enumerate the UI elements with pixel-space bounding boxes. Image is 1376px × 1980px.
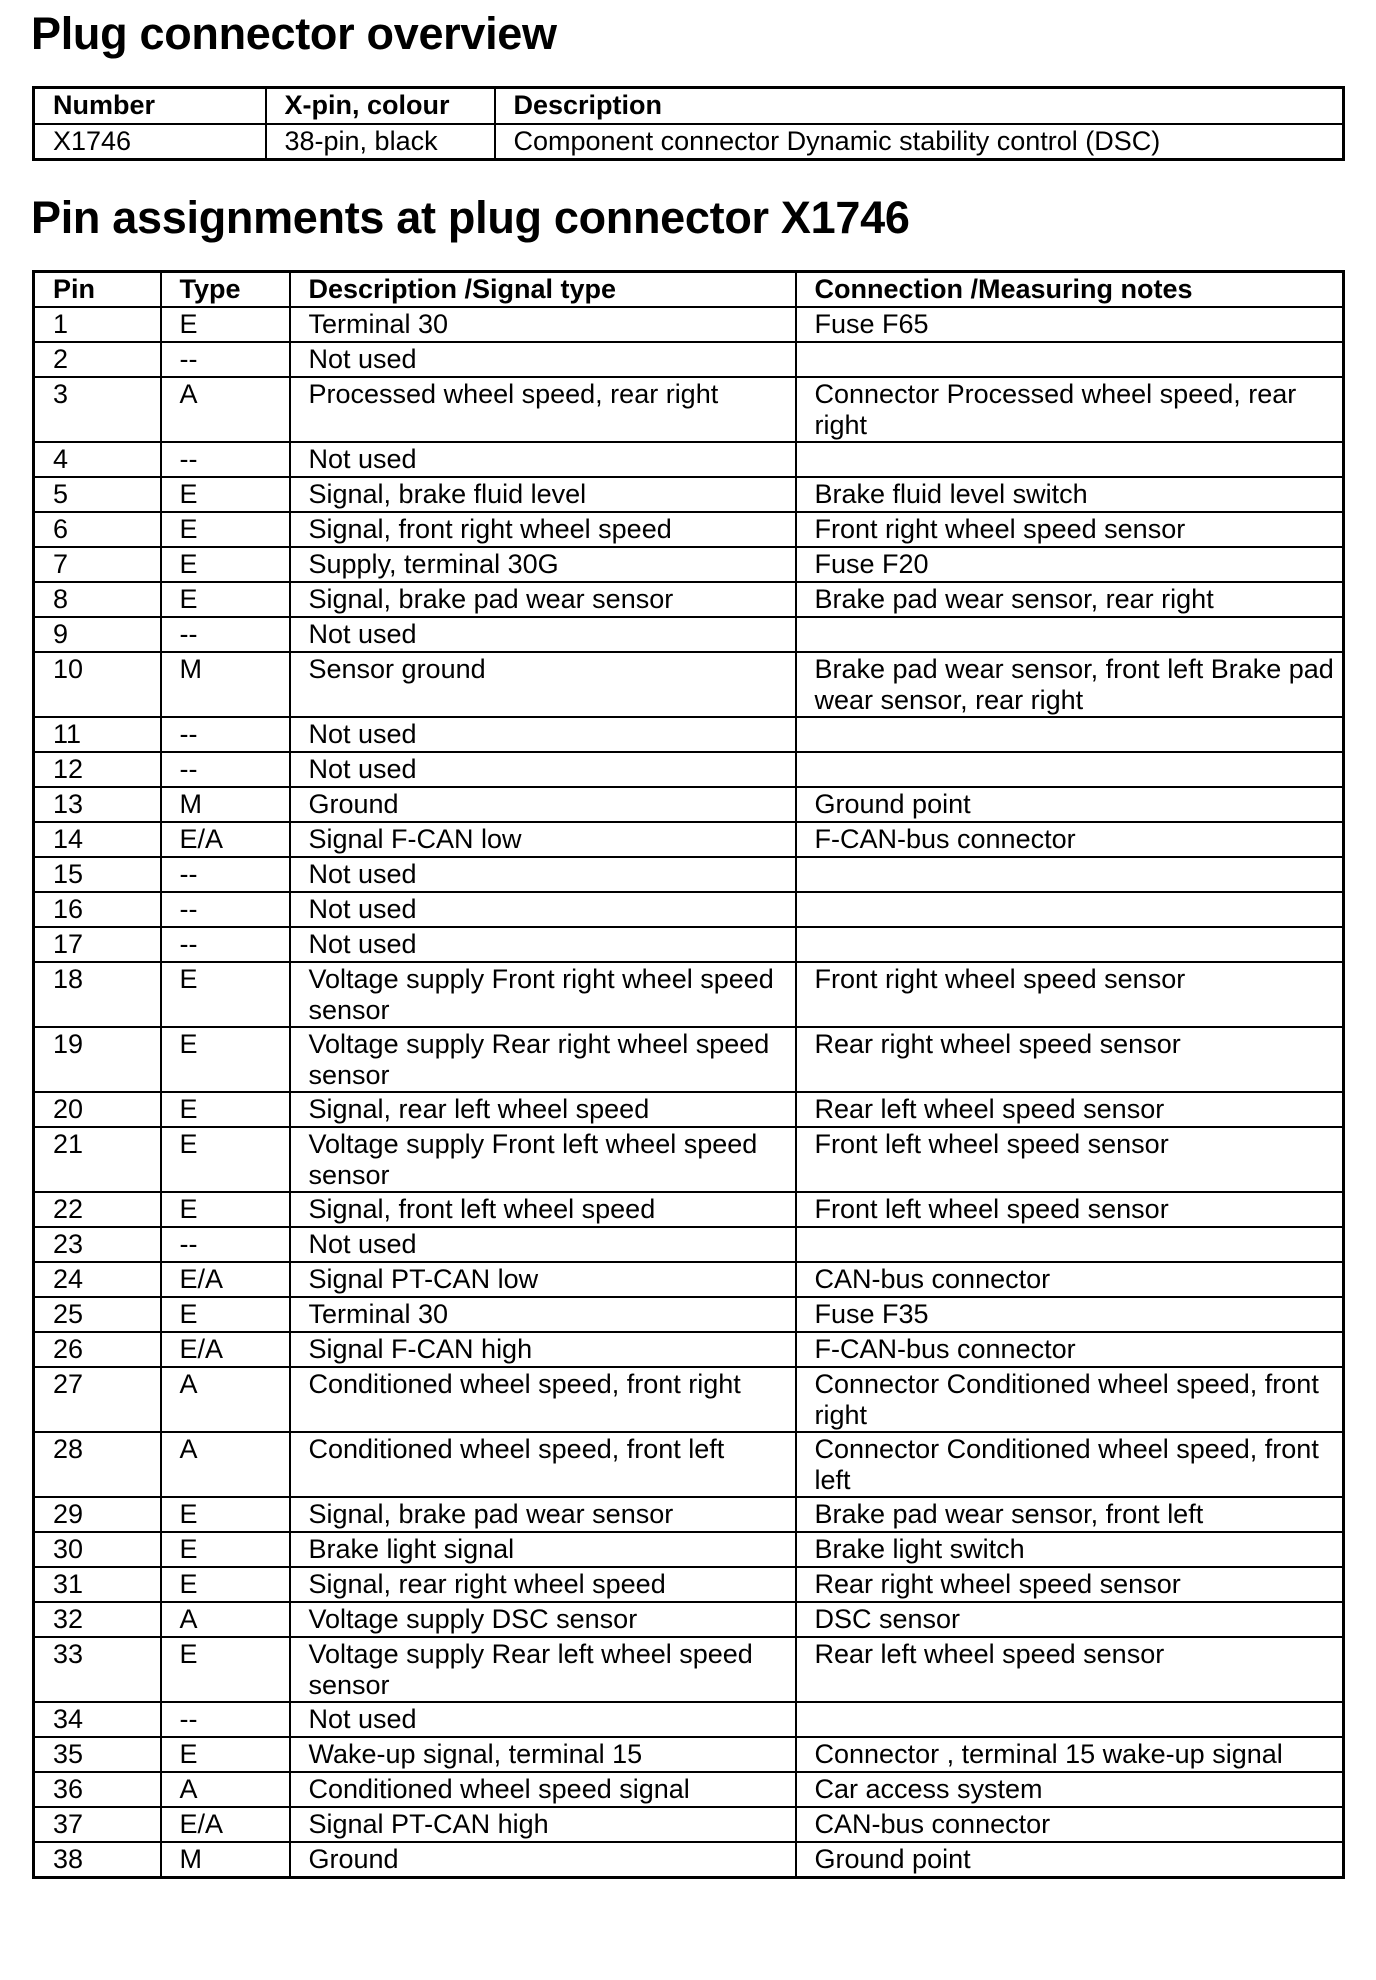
pins-title: Pin assignments at plug connector X1746 bbox=[31, 192, 910, 243]
pin-number: 34 bbox=[34, 1702, 161, 1737]
pin-type: E bbox=[161, 1532, 290, 1567]
pin-number: 12 bbox=[34, 752, 161, 787]
pin-type: E bbox=[161, 1092, 290, 1127]
pin-row bbox=[34, 307, 1344, 342]
pin-type: A bbox=[161, 1432, 290, 1497]
pin-number: 3 bbox=[34, 377, 161, 442]
pin-signal-description: Voltage supply Front right wheel speed sensor bbox=[290, 962, 796, 1027]
pin-number: 4 bbox=[34, 442, 161, 477]
pin-row bbox=[34, 477, 1344, 512]
pin-number: 38 bbox=[34, 1842, 161, 1878]
pin-row bbox=[34, 1532, 1344, 1567]
pin-signal-description: Voltage supply Front left wheel speed sensor bbox=[290, 1127, 796, 1192]
pin-number: 25 bbox=[34, 1297, 161, 1332]
pin-signal-description: Signal PT-CAN high bbox=[290, 1807, 796, 1842]
overview-row bbox=[34, 124, 1344, 160]
pin-type: E bbox=[161, 1737, 290, 1772]
pin-number: 14 bbox=[34, 822, 161, 857]
overview-title: Plug connector overview bbox=[31, 8, 557, 59]
pin-signal-description: Not used bbox=[290, 617, 796, 652]
pin-signal-description: Signal, rear right wheel speed bbox=[290, 1567, 796, 1602]
pin-number: 24 bbox=[34, 1262, 161, 1297]
connector-number: X1746 bbox=[34, 124, 266, 160]
pin-row bbox=[34, 582, 1344, 617]
pin-type: E bbox=[161, 962, 290, 1027]
pin-row bbox=[34, 512, 1344, 547]
connector-pins-colour: 38-pin, black bbox=[266, 124, 495, 160]
pin-connection-notes: Rear right wheel speed sensor bbox=[796, 1567, 1344, 1602]
pin-connection-notes bbox=[796, 892, 1344, 927]
pin-connection-notes: Brake pad wear sensor, rear right bbox=[796, 582, 1344, 617]
pin-row bbox=[34, 1332, 1344, 1367]
pin-number: 30 bbox=[34, 1532, 161, 1567]
pin-type: -- bbox=[161, 857, 290, 892]
pin-number: 8 bbox=[34, 582, 161, 617]
pin-type: A bbox=[161, 377, 290, 442]
pin-row bbox=[34, 717, 1344, 752]
pin-number: 10 bbox=[34, 652, 161, 717]
pin-row bbox=[34, 752, 1344, 787]
pin-row bbox=[34, 1192, 1344, 1227]
pin-signal-description: Signal, brake pad wear sensor bbox=[290, 582, 796, 617]
pin-row bbox=[34, 787, 1344, 822]
pin-signal-description: Not used bbox=[290, 927, 796, 962]
pin-connection-notes: Brake light switch bbox=[796, 1532, 1344, 1567]
pin-signal-description: Not used bbox=[290, 717, 796, 752]
pin-row bbox=[34, 1367, 1344, 1432]
pin-connection-notes: Connector Conditioned wheel speed, front right bbox=[796, 1367, 1344, 1432]
pin-assignment-table bbox=[32, 270, 1345, 1879]
pin-type: E bbox=[161, 1567, 290, 1602]
pin-number: 18 bbox=[34, 962, 161, 1027]
pin-number: 1 bbox=[34, 307, 161, 342]
pin-number: 33 bbox=[34, 1637, 161, 1702]
pin-signal-description: Signal, rear left wheel speed bbox=[290, 1092, 796, 1127]
pin-signal-description: Processed wheel speed, rear right bbox=[290, 377, 796, 442]
pin-number: 31 bbox=[34, 1567, 161, 1602]
overview-table bbox=[32, 86, 1345, 161]
pin-type: E/A bbox=[161, 1807, 290, 1842]
pin-signal-description: Not used bbox=[290, 752, 796, 787]
pin-row bbox=[34, 1297, 1344, 1332]
pin-type: E bbox=[161, 1127, 290, 1192]
pin-type: A bbox=[161, 1602, 290, 1637]
header-description: Description bbox=[495, 88, 1344, 124]
pin-type: -- bbox=[161, 342, 290, 377]
pin-type: E/A bbox=[161, 1332, 290, 1367]
pin-number: 17 bbox=[34, 927, 161, 962]
pin-number: 19 bbox=[34, 1027, 161, 1092]
pin-number: 27 bbox=[34, 1367, 161, 1432]
pin-type: E bbox=[161, 547, 290, 582]
pin-connection-notes: Rear left wheel speed sensor bbox=[796, 1637, 1344, 1702]
pin-signal-description: Conditioned wheel speed, front right bbox=[290, 1367, 796, 1432]
pin-row bbox=[34, 962, 1344, 1027]
pin-row bbox=[34, 547, 1344, 582]
pin-row bbox=[34, 377, 1344, 442]
pin-signal-description: Wake-up signal, terminal 15 bbox=[290, 1737, 796, 1772]
pin-number: 35 bbox=[34, 1737, 161, 1772]
pin-connection-notes bbox=[796, 927, 1344, 962]
pin-type: -- bbox=[161, 717, 290, 752]
pin-row bbox=[34, 1262, 1344, 1297]
pin-connection-notes: F-CAN-bus connector bbox=[796, 1332, 1344, 1367]
pin-type: E bbox=[161, 477, 290, 512]
pin-connection-notes: Fuse F35 bbox=[796, 1297, 1344, 1332]
pin-type: -- bbox=[161, 1227, 290, 1262]
pin-signal-description: Not used bbox=[290, 892, 796, 927]
pin-signal-description: Not used bbox=[290, 1227, 796, 1262]
pin-connection-notes: Connector Conditioned wheel speed, front left bbox=[796, 1432, 1344, 1497]
pin-type: E bbox=[161, 1637, 290, 1702]
pin-row bbox=[34, 1737, 1344, 1772]
pin-number: 16 bbox=[34, 892, 161, 927]
pin-number: 37 bbox=[34, 1807, 161, 1842]
pin-row bbox=[34, 857, 1344, 892]
pin-connection-notes bbox=[796, 752, 1344, 787]
pin-type: -- bbox=[161, 927, 290, 962]
pin-connection-notes: DSC sensor bbox=[796, 1602, 1344, 1637]
pin-number: 29 bbox=[34, 1497, 161, 1532]
pin-connection-notes: F-CAN-bus connector bbox=[796, 822, 1344, 857]
pin-connection-notes: Connector Processed wheel speed, rear right bbox=[796, 377, 1344, 442]
pin-type: -- bbox=[161, 1702, 290, 1737]
pin-connection-notes bbox=[796, 342, 1344, 377]
pin-connection-notes: Front left wheel speed sensor bbox=[796, 1127, 1344, 1192]
pin-type: E/A bbox=[161, 1262, 290, 1297]
header-pin: Pin bbox=[34, 272, 161, 308]
pin-type: -- bbox=[161, 617, 290, 652]
pin-connection-notes: Rear right wheel speed sensor bbox=[796, 1027, 1344, 1092]
pin-connection-notes: Fuse F20 bbox=[796, 547, 1344, 582]
pin-number: 22 bbox=[34, 1192, 161, 1227]
pin-number: 20 bbox=[34, 1092, 161, 1127]
pin-rows bbox=[34, 307, 1344, 1878]
pin-type: E bbox=[161, 1297, 290, 1332]
pin-row bbox=[34, 1127, 1344, 1192]
pin-type: E bbox=[161, 307, 290, 342]
pin-signal-description: Terminal 30 bbox=[290, 307, 796, 342]
pin-signal-description: Sensor ground bbox=[290, 652, 796, 717]
pin-row bbox=[34, 927, 1344, 962]
pin-signal-description: Signal F-CAN high bbox=[290, 1332, 796, 1367]
pin-signal-description: Terminal 30 bbox=[290, 1297, 796, 1332]
pin-row bbox=[34, 442, 1344, 477]
pin-number: 23 bbox=[34, 1227, 161, 1262]
pin-row bbox=[34, 1842, 1344, 1878]
pin-signal-description: Conditioned wheel speed, front left bbox=[290, 1432, 796, 1497]
pin-signal-description: Signal, front left wheel speed bbox=[290, 1192, 796, 1227]
pin-number: 15 bbox=[34, 857, 161, 892]
pin-signal-description: Voltage supply DSC sensor bbox=[290, 1602, 796, 1637]
pin-type: E bbox=[161, 1192, 290, 1227]
pin-connection-notes: Front right wheel speed sensor bbox=[796, 962, 1344, 1027]
pin-signal-description: Not used bbox=[290, 342, 796, 377]
pin-type: E bbox=[161, 1497, 290, 1532]
overview-header-row bbox=[34, 88, 1344, 124]
pin-row bbox=[34, 1807, 1344, 1842]
pin-connection-notes: Brake pad wear sensor, front left Brake pad wear sensor, rear right bbox=[796, 652, 1344, 717]
pin-signal-description: Signal PT-CAN low bbox=[290, 1262, 796, 1297]
pin-connection-notes bbox=[796, 1227, 1344, 1262]
pin-type: A bbox=[161, 1772, 290, 1807]
pin-signal-description: Brake light signal bbox=[290, 1532, 796, 1567]
pin-row bbox=[34, 1092, 1344, 1127]
pin-connection-notes bbox=[796, 717, 1344, 752]
pin-number: 6 bbox=[34, 512, 161, 547]
header-connection-notes: Connection /Measuring notes bbox=[796, 272, 1344, 308]
pin-row bbox=[34, 617, 1344, 652]
pin-connection-notes bbox=[796, 1702, 1344, 1737]
pin-signal-description: Signal, brake pad wear sensor bbox=[290, 1497, 796, 1532]
pin-connection-notes: Ground point bbox=[796, 1842, 1344, 1878]
pin-connection-notes bbox=[796, 857, 1344, 892]
pin-type: M bbox=[161, 652, 290, 717]
pin-row bbox=[34, 1702, 1344, 1737]
pin-signal-description: Ground bbox=[290, 787, 796, 822]
pin-connection-notes: Car access system bbox=[796, 1772, 1344, 1807]
pin-number: 28 bbox=[34, 1432, 161, 1497]
pin-signal-description: Conditioned wheel speed signal bbox=[290, 1772, 796, 1807]
pin-row bbox=[34, 1602, 1344, 1637]
pin-row bbox=[34, 1497, 1344, 1532]
pin-type: -- bbox=[161, 752, 290, 787]
pin-connection-notes: Brake pad wear sensor, front left bbox=[796, 1497, 1344, 1532]
pin-signal-description: Not used bbox=[290, 857, 796, 892]
pin-row bbox=[34, 342, 1344, 377]
pin-signal-description: Signal, brake fluid level bbox=[290, 477, 796, 512]
pin-connection-notes: Fuse F65 bbox=[796, 307, 1344, 342]
pin-number: 5 bbox=[34, 477, 161, 512]
pin-row bbox=[34, 1772, 1344, 1807]
pin-number: 9 bbox=[34, 617, 161, 652]
header-type: Type bbox=[161, 272, 290, 308]
pin-signal-description: Not used bbox=[290, 442, 796, 477]
pin-number: 32 bbox=[34, 1602, 161, 1637]
pin-number: 26 bbox=[34, 1332, 161, 1367]
header-number: Number bbox=[34, 88, 266, 124]
pin-signal-description: Not used bbox=[290, 1702, 796, 1737]
pin-number: 2 bbox=[34, 342, 161, 377]
pin-type: M bbox=[161, 787, 290, 822]
pin-signal-description: Signal, front right wheel speed bbox=[290, 512, 796, 547]
pin-type: E bbox=[161, 1027, 290, 1092]
pin-connection-notes: Connector , terminal 15 wake-up signal bbox=[796, 1737, 1344, 1772]
pin-signal-description: Ground bbox=[290, 1842, 796, 1878]
pin-connection-notes bbox=[796, 617, 1344, 652]
pin-signal-description: Signal F-CAN low bbox=[290, 822, 796, 857]
pin-connection-notes bbox=[796, 442, 1344, 477]
pin-connection-notes: CAN-bus connector bbox=[796, 1262, 1344, 1297]
pin-connection-notes: Brake fluid level switch bbox=[796, 477, 1344, 512]
pin-type: -- bbox=[161, 442, 290, 477]
connector-description: Component connector Dynamic stability control (DSC) bbox=[495, 124, 1344, 160]
pin-type: M bbox=[161, 1842, 290, 1878]
pin-row bbox=[34, 1432, 1344, 1497]
pin-type: E/A bbox=[161, 822, 290, 857]
pin-number: 7 bbox=[34, 547, 161, 582]
pin-row bbox=[34, 1637, 1344, 1702]
pin-signal-description: Voltage supply Rear right wheel speed sensor bbox=[290, 1027, 796, 1092]
pin-type: A bbox=[161, 1367, 290, 1432]
pin-type: E bbox=[161, 512, 290, 547]
pin-connection-notes: Front right wheel speed sensor bbox=[796, 512, 1344, 547]
pin-row bbox=[34, 652, 1344, 717]
pin-row bbox=[34, 822, 1344, 857]
pins-header-row bbox=[34, 272, 1344, 308]
pin-row bbox=[34, 892, 1344, 927]
pin-connection-notes: Rear left wheel speed sensor bbox=[796, 1092, 1344, 1127]
pin-connection-notes: Front left wheel speed sensor bbox=[796, 1192, 1344, 1227]
header-xpin-colour: X-pin, colour bbox=[266, 88, 495, 124]
pin-row bbox=[34, 1567, 1344, 1602]
pin-signal-description: Voltage supply Rear left wheel speed sensor bbox=[290, 1637, 796, 1702]
pin-number: 13 bbox=[34, 787, 161, 822]
pin-number: 36 bbox=[34, 1772, 161, 1807]
pin-type: E bbox=[161, 582, 290, 617]
pin-signal-description: Supply, terminal 30G bbox=[290, 547, 796, 582]
pin-connection-notes: Ground point bbox=[796, 787, 1344, 822]
pin-connection-notes: CAN-bus connector bbox=[796, 1807, 1344, 1842]
pin-row bbox=[34, 1227, 1344, 1262]
header-signal-type: Description /Signal type bbox=[290, 272, 796, 308]
pin-number: 11 bbox=[34, 717, 161, 752]
pin-type: -- bbox=[161, 892, 290, 927]
pin-row bbox=[34, 1027, 1344, 1092]
pin-number: 21 bbox=[34, 1127, 161, 1192]
